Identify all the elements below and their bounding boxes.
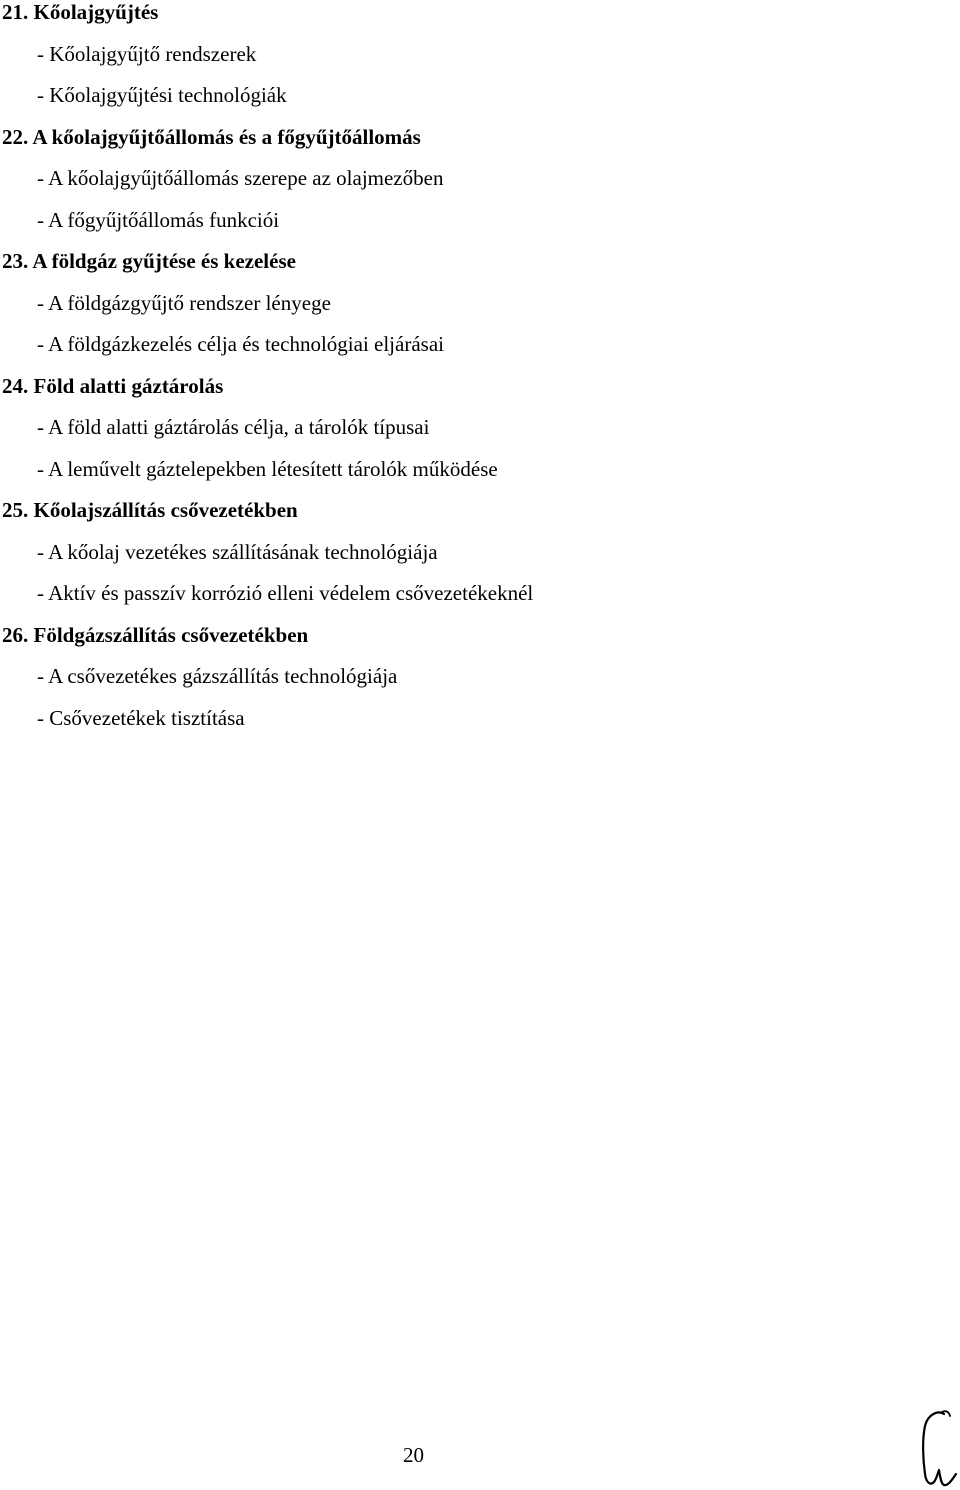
section-heading: 23. A földgáz gyűjtése és kezelése [2, 249, 296, 273]
section-item: - A csővezetékes gázszállítás technológiája [37, 664, 398, 688]
section-item: - Kőolajgyűjtő rendszerek [37, 41, 257, 66]
section-heading: 25. Kőolajszállítás csővezetékben [2, 498, 298, 522]
section-item: - Kőolajgyűjtési technológiák [37, 83, 287, 107]
signature-mark [916, 1408, 960, 1490]
section-item: - Aktív és passzív korrózió elleni védelem csővezetékeknél [37, 581, 534, 605]
topic-list [0, 0, 940, 747]
section-heading: 24. Föld alatti gáztárolás [2, 373, 224, 398]
section-item: - A főgyűjtőállomás funkciói [37, 207, 280, 232]
section-item: - A földgázkezelés célja és technológiai eljárásai [37, 332, 444, 356]
section-item: - A kőolaj vezetékes szállításának technológiája [37, 539, 438, 564]
page-number: 20 [403, 1443, 424, 1467]
section-item: - A kőolajgyűjtőállomás szerepe az olajmezőben [37, 166, 444, 190]
section-item: - A leművelt gáztelepekben létesített tárolók működése [37, 456, 498, 481]
section-item: - A földgázgyűjtő rendszer lényege [37, 290, 331, 315]
section-heading: 21. Kőolajgyűjtés [2, 0, 159, 24]
section-heading: 22. A kőolajgyűjtőállomás és a főgyűjtőállomás [2, 124, 421, 149]
section-heading: 26. Földgázszállítás csővezetékben [2, 622, 309, 647]
section-item: - A föld alatti gáztárolás célja, a tárolók típusai [37, 415, 430, 439]
section-item: - Csővezetékek tisztítása [37, 705, 245, 730]
